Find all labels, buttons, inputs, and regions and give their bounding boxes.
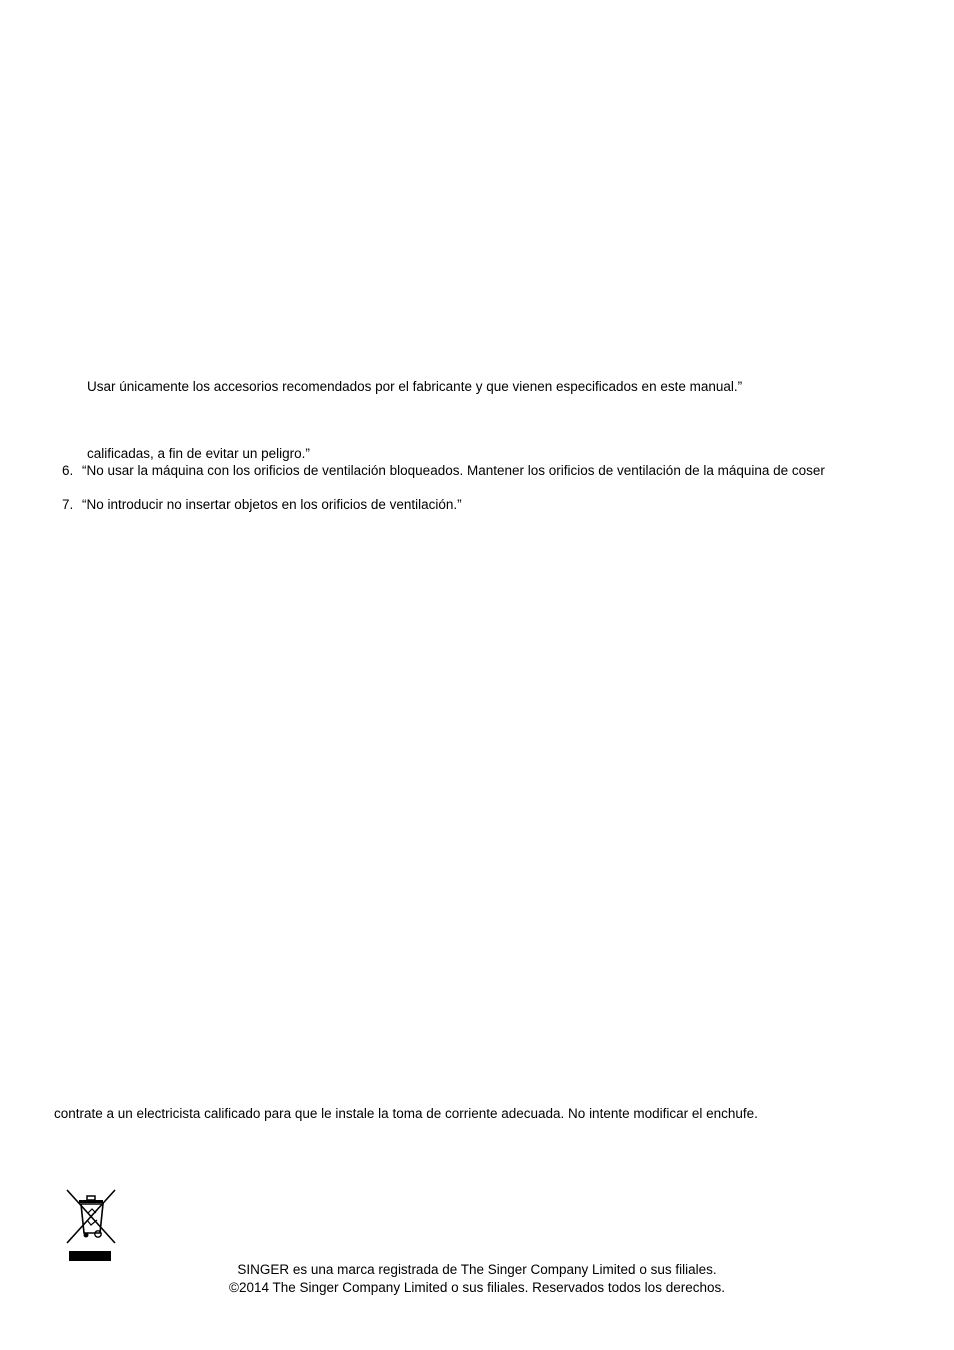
- footer-trademark: SINGER es una marca registrada de The Singer Company Limited o sus filiales.: [237, 1262, 717, 1277]
- crossed-out-wheelie-bin-icon: [64, 1187, 118, 1265]
- list-item-6-text: “No usar la máquina con los orificios de ventilación bloqueados. Mantener los orificios de ventilación de la máquina de coser: [82, 463, 825, 478]
- accessories-line: Usar únicamente los accesorios recomendados por el fabricante y que vienen especificados en este manual.”: [87, 379, 743, 394]
- electrician-line: contrate a un electricista calificado para que le instale la toma de corriente adecuada. No intente modificar el enchufe.: [54, 1106, 758, 1121]
- footer-copyright: ©2014 The Singer Company Limited o sus filiales. Reservados todos los derechos.: [229, 1280, 725, 1295]
- qualified-line: calificadas, a fin de evitar un peligro.”: [87, 446, 310, 461]
- list-item-7-text: “No introducir no insertar objetos en los orificios de ventilación.”: [82, 497, 462, 512]
- list-item-7-number: 7.: [62, 497, 74, 512]
- list-item-6-number: 6.: [62, 463, 74, 478]
